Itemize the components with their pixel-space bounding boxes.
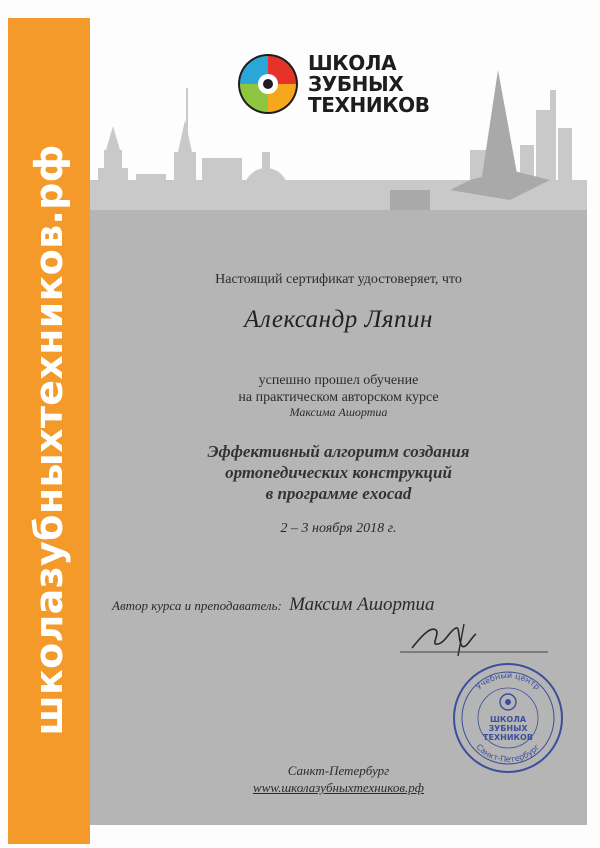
logo-line-2: ЗУБНЫХ — [308, 71, 404, 96]
footer-city: Санкт-Петербург — [287, 763, 390, 778]
logo-line-1: ШКОЛА — [308, 50, 397, 75]
course-title-line-3: в программе exocad — [265, 484, 412, 503]
stamp-center-line-1: ШКОЛА — [489, 715, 527, 724]
stamp-bottom-text: Санкт-Петербург — [474, 742, 542, 765]
side-banner-text: школазубныхтехников.рф — [27, 144, 71, 736]
school-logo — [236, 52, 430, 116]
completion-line-1: успешно прошел обучение — [258, 373, 419, 388]
svg-text:Учебный центр — [474, 671, 541, 692]
course-title-line-1: Эффективный алгоритм создания — [207, 442, 470, 461]
course-author: Максима Ашортиа — [289, 405, 388, 419]
footer — [90, 762, 587, 796]
certificate-intro: Настоящий сертификат удостоверяет, что — [215, 272, 462, 287]
camera-aperture-icon — [236, 52, 300, 116]
course-dates: 2 – 3 ноября 2018 г. — [280, 521, 397, 536]
footer-url-link[interactable]: www.школазубныхтехников.рф — [253, 780, 424, 795]
stamp-top-text: Учебный центр — [474, 670, 542, 692]
course-title-line-2: ортопедических конструкций — [225, 463, 452, 482]
stamp-center-line-2: ЗУБНЫХ — [488, 724, 528, 733]
stamp-center-line-3: ТЕХНИКОВ — [483, 733, 533, 742]
teacher-line — [112, 594, 435, 616]
signature — [400, 616, 550, 660]
completion-line-2: на практическом авторском курсе — [238, 390, 439, 405]
school-stamp — [452, 662, 564, 774]
teacher-label: Автор курса и преподаватель: — [112, 598, 282, 613]
course-title — [90, 441, 587, 504]
completion-statement — [90, 372, 587, 406]
teacher-name: Максим Ашортиа — [289, 594, 435, 615]
recipient-name: Александр Ляпин — [244, 306, 433, 333]
logo-line-3: ТЕХНИКОВ — [308, 92, 430, 117]
svg-text:Санкт-Петербург — [474, 742, 541, 764]
